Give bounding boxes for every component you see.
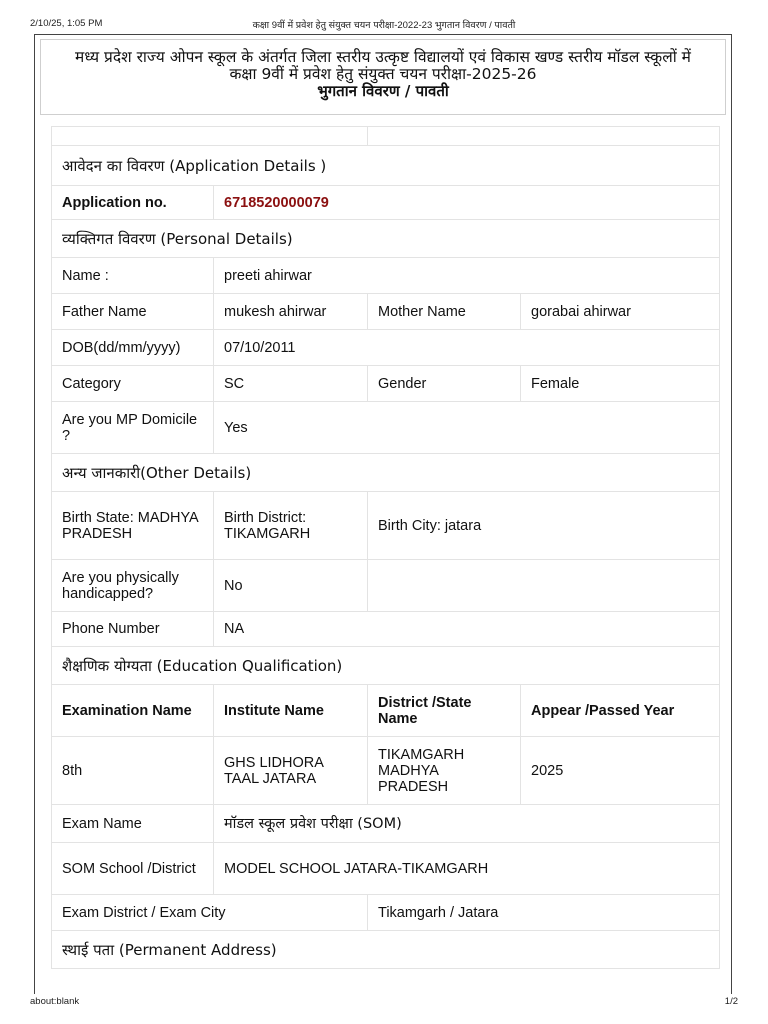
col-header-exam-name: Examination Name <box>52 685 214 737</box>
birth-state: Birth State: MADHYA PRADESH <box>52 492 214 560</box>
name-value: preeti ahirwar <box>214 258 720 294</box>
col-header-institute: Institute Name <box>214 685 368 737</box>
table-row <box>52 402 720 454</box>
exam-name-value: मॉडल स्कूल प्रवेश परीक्षा (SOM) <box>214 805 720 843</box>
education-header-row <box>52 685 720 737</box>
table-row <box>52 560 720 612</box>
print-date: 2/10/25, 1:05 PM <box>30 18 103 29</box>
mother-name-value: gorabai ahirwar <box>521 294 720 330</box>
table-row <box>52 258 720 294</box>
heading-line-2: कक्षा 9वीं में प्रवेश हेतु संयुक्त चयन परीक्षा-2025-26 <box>229 65 537 83</box>
table-row <box>52 612 720 647</box>
table-row <box>52 805 720 843</box>
phone-label: Phone Number <box>52 612 214 647</box>
category-value: SC <box>214 366 368 402</box>
category-label: Category <box>52 366 214 402</box>
section-title: शैक्षणिक योग्यता (Education Qualification) <box>52 647 720 685</box>
year-cell: 2025 <box>521 737 720 805</box>
section-permanent-address <box>52 931 720 969</box>
birth-district: Birth District: TIKAMGARH <box>214 492 368 560</box>
col-header-year: Appear /Passed Year <box>521 685 720 737</box>
handicapped-label: Are you physically handicapped? <box>52 560 214 612</box>
section-other-details <box>52 454 720 492</box>
col-header-district-state: District /State Name <box>368 685 521 737</box>
section-personal-details <box>52 220 720 258</box>
form-heading <box>40 39 726 115</box>
father-name-value: mukesh ahirwar <box>214 294 368 330</box>
exam-district-label: Exam District / Exam City <box>52 895 368 931</box>
print-page-number: 1/2 <box>724 996 738 1007</box>
birth-city: Birth City: jatara <box>368 492 720 560</box>
table-row <box>52 366 720 402</box>
table-row <box>52 186 720 220</box>
education-row <box>52 737 720 805</box>
dob-value: 07/10/2011 <box>214 330 720 366</box>
gender-value: Female <box>521 366 720 402</box>
exam-name-label: Exam Name <box>52 805 214 843</box>
dob-label: DOB(dd/mm/yyyy) <box>52 330 214 366</box>
table-row <box>52 330 720 366</box>
section-title: स्थाई पता (Permanent Address) <box>52 931 720 969</box>
som-school-value: MODEL SCHOOL JATARA-TIKAMGARH <box>214 843 720 895</box>
table-row <box>52 843 720 895</box>
exam-district-value: Tikamgarh / Jatara <box>368 895 720 931</box>
print-url: about:blank <box>30 996 80 1007</box>
som-school-label: SOM School /District <box>52 843 214 895</box>
table-row <box>52 492 720 560</box>
print-footer <box>0 994 768 1014</box>
section-education <box>52 647 720 685</box>
domicile-label: Are you MP Domicile ? <box>52 402 214 454</box>
section-title: अन्य जानकारी(Other Details) <box>52 454 720 492</box>
district-state-cell: TIKAMGARH MADHYA PRADESH <box>368 737 521 805</box>
father-name-label: Father Name <box>52 294 214 330</box>
application-no-label: Application no. <box>52 186 214 220</box>
section-application-details <box>52 146 720 186</box>
domicile-value: Yes <box>214 402 720 454</box>
handicapped-value: No <box>214 560 368 612</box>
gender-label: Gender <box>368 366 521 402</box>
section-title: आवेदन का विवरण (Application Details ) <box>52 146 720 186</box>
details-table <box>51 126 720 969</box>
receipt-title: भुगतान विवरण / पावती <box>317 82 449 100</box>
section-title: व्यक्तिगत विवरण (Personal Details) <box>52 220 720 258</box>
phone-value: NA <box>214 612 720 647</box>
application-no-value: 6718520000079 <box>214 186 720 220</box>
table-row <box>52 895 720 931</box>
heading-line-1: मध्य प्रदेश राज्य ओपन स्कूल के अंतर्गत जिला स्तरीय उत्कृष्ट विद्यालयों एवं विकास खण्ड स्तरीय मॉडल स्कूलों में <box>75 48 691 66</box>
print-header <box>0 0 768 34</box>
print-page-title: कक्षा 9वीं में प्रवेश हेतु संयुक्त चयन परीक्षा-2022-23 भुगतान विवरण / पावती <box>252 20 516 31</box>
institute-cell: GHS LIDHORA TAAL JATARA <box>214 737 368 805</box>
table-row <box>52 294 720 330</box>
spacer-row <box>52 127 720 146</box>
exam-name-cell: 8th <box>52 737 214 805</box>
mother-name-label: Mother Name <box>368 294 521 330</box>
name-label: Name : <box>52 258 214 294</box>
